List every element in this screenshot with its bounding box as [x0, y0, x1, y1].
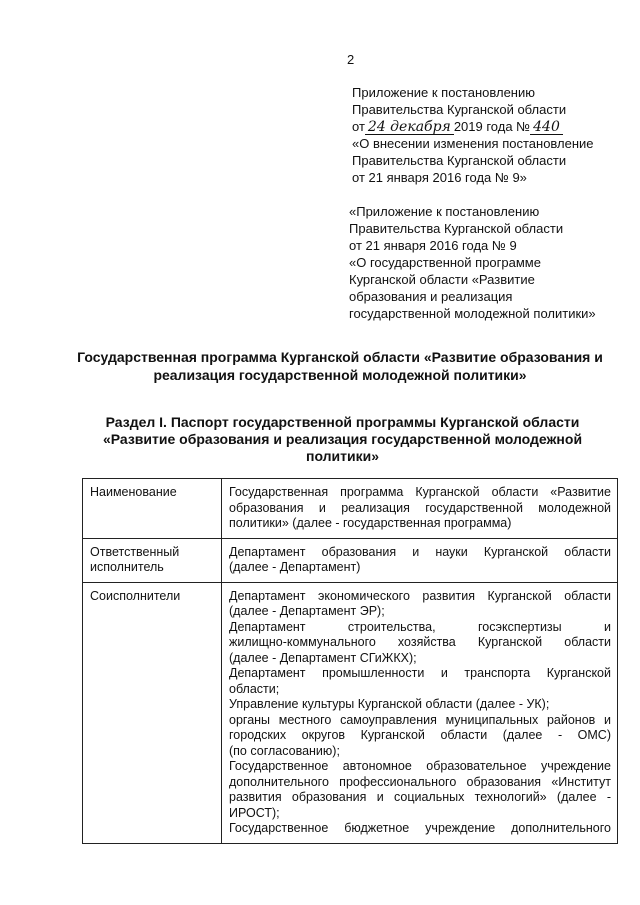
table-row	[83, 479, 618, 539]
annex-line: Приложение к постановлению	[352, 85, 535, 100]
value-line: Департамент промышленности и транспорта Курганской	[229, 666, 611, 680]
row-label: Соисполнители	[83, 582, 222, 843]
value-line: области;	[229, 681, 280, 696]
annex-line: Курганской области «Развитие	[349, 272, 535, 287]
section-title	[80, 414, 605, 465]
value-line: развития образования и социальных технологий» (далее -	[229, 790, 611, 804]
value-line: образования и реализация государственной молодежной	[229, 500, 611, 515]
annex-line: от 21 января 2016 года № 9	[349, 238, 517, 253]
value-line: (по согласованию);	[229, 743, 340, 758]
label-line: исполнитель	[90, 560, 164, 574]
row-label: Наименование	[83, 479, 222, 539]
value-line: политики» (далее - государственная программа)	[229, 516, 512, 530]
value-line: (далее - Департамент ЭР);	[229, 604, 385, 618]
value-line: Департамент образования и науки Курганской области	[229, 544, 611, 559]
annex-date-line	[352, 118, 622, 135]
value-line: Государственная программа Курганской области «Развитие	[229, 485, 611, 499]
annex-line: государственной молодежной политики»	[349, 306, 596, 321]
value-line: Управление культуры Курганской области (далее - УК);	[229, 697, 550, 711]
annex-line: от 21 января 2016 года № 9»	[352, 170, 527, 185]
value-line: ИРОСТ);	[229, 805, 280, 820]
value-line: дополнительного профессионального образования «Институт	[229, 774, 611, 789]
table-row	[83, 582, 618, 843]
annex-header-original	[349, 203, 619, 322]
row-value	[222, 582, 618, 843]
section-title-line: политики»	[305, 448, 380, 464]
row-value	[222, 538, 618, 582]
section-title-line: Раздел I. Паспорт государственной программы Курганской области	[105, 414, 580, 430]
annex-line: Правительства Курганской области	[349, 221, 564, 236]
value-line: Государственное автономное образовательное учреждение	[229, 759, 611, 773]
section-title-line: «Развитие образования и реализация государственной молодежной	[102, 431, 583, 447]
annex-line: образования и реализация	[349, 289, 513, 304]
value-line: (далее - Департамент)	[229, 560, 361, 574]
year-text: 2019 года №	[453, 119, 531, 134]
program-title	[60, 348, 620, 384]
annex-line: Правительства Курганской области	[352, 153, 567, 168]
annex-header-amendment	[352, 84, 622, 186]
value-line: Департамент строительства, госэкспертизы и	[229, 619, 611, 634]
value-line: Государственное бюджетное учреждение дополнительного	[229, 821, 611, 835]
row-label	[83, 538, 222, 582]
label-line: Ответственный	[90, 544, 180, 559]
from-prefix: от	[352, 119, 365, 134]
row-value	[222, 479, 618, 539]
value-line: жилищно-коммунального хозяйства Курганской области	[229, 635, 611, 649]
annex-line: «О государственной программе	[349, 255, 541, 270]
value-line: органы местного самоуправления муниципальных районов и	[229, 712, 611, 727]
annex-line: «Приложение к постановлению	[349, 204, 540, 219]
page-number: 2	[347, 52, 355, 67]
annex-line: Правительства Курганской области	[352, 102, 567, 117]
value-line: Департамент экономического развития Курганской области	[229, 588, 611, 603]
annex-line: «О внесении изменения постановление	[352, 136, 594, 151]
program-title-line: реализация государственной молодежной политики»	[153, 367, 527, 383]
value-line: городских округов Курганской области (далее - ОМС)	[229, 728, 611, 742]
handwritten-date: 24 декабря	[365, 121, 454, 135]
passport-table	[82, 478, 618, 844]
program-title-line: Государственная программа Курганской области «Развитие образования и	[77, 349, 603, 365]
table-row	[83, 538, 618, 582]
handwritten-number: 440	[530, 121, 563, 135]
value-line: (далее - Департамент СГиЖКХ);	[229, 650, 417, 665]
